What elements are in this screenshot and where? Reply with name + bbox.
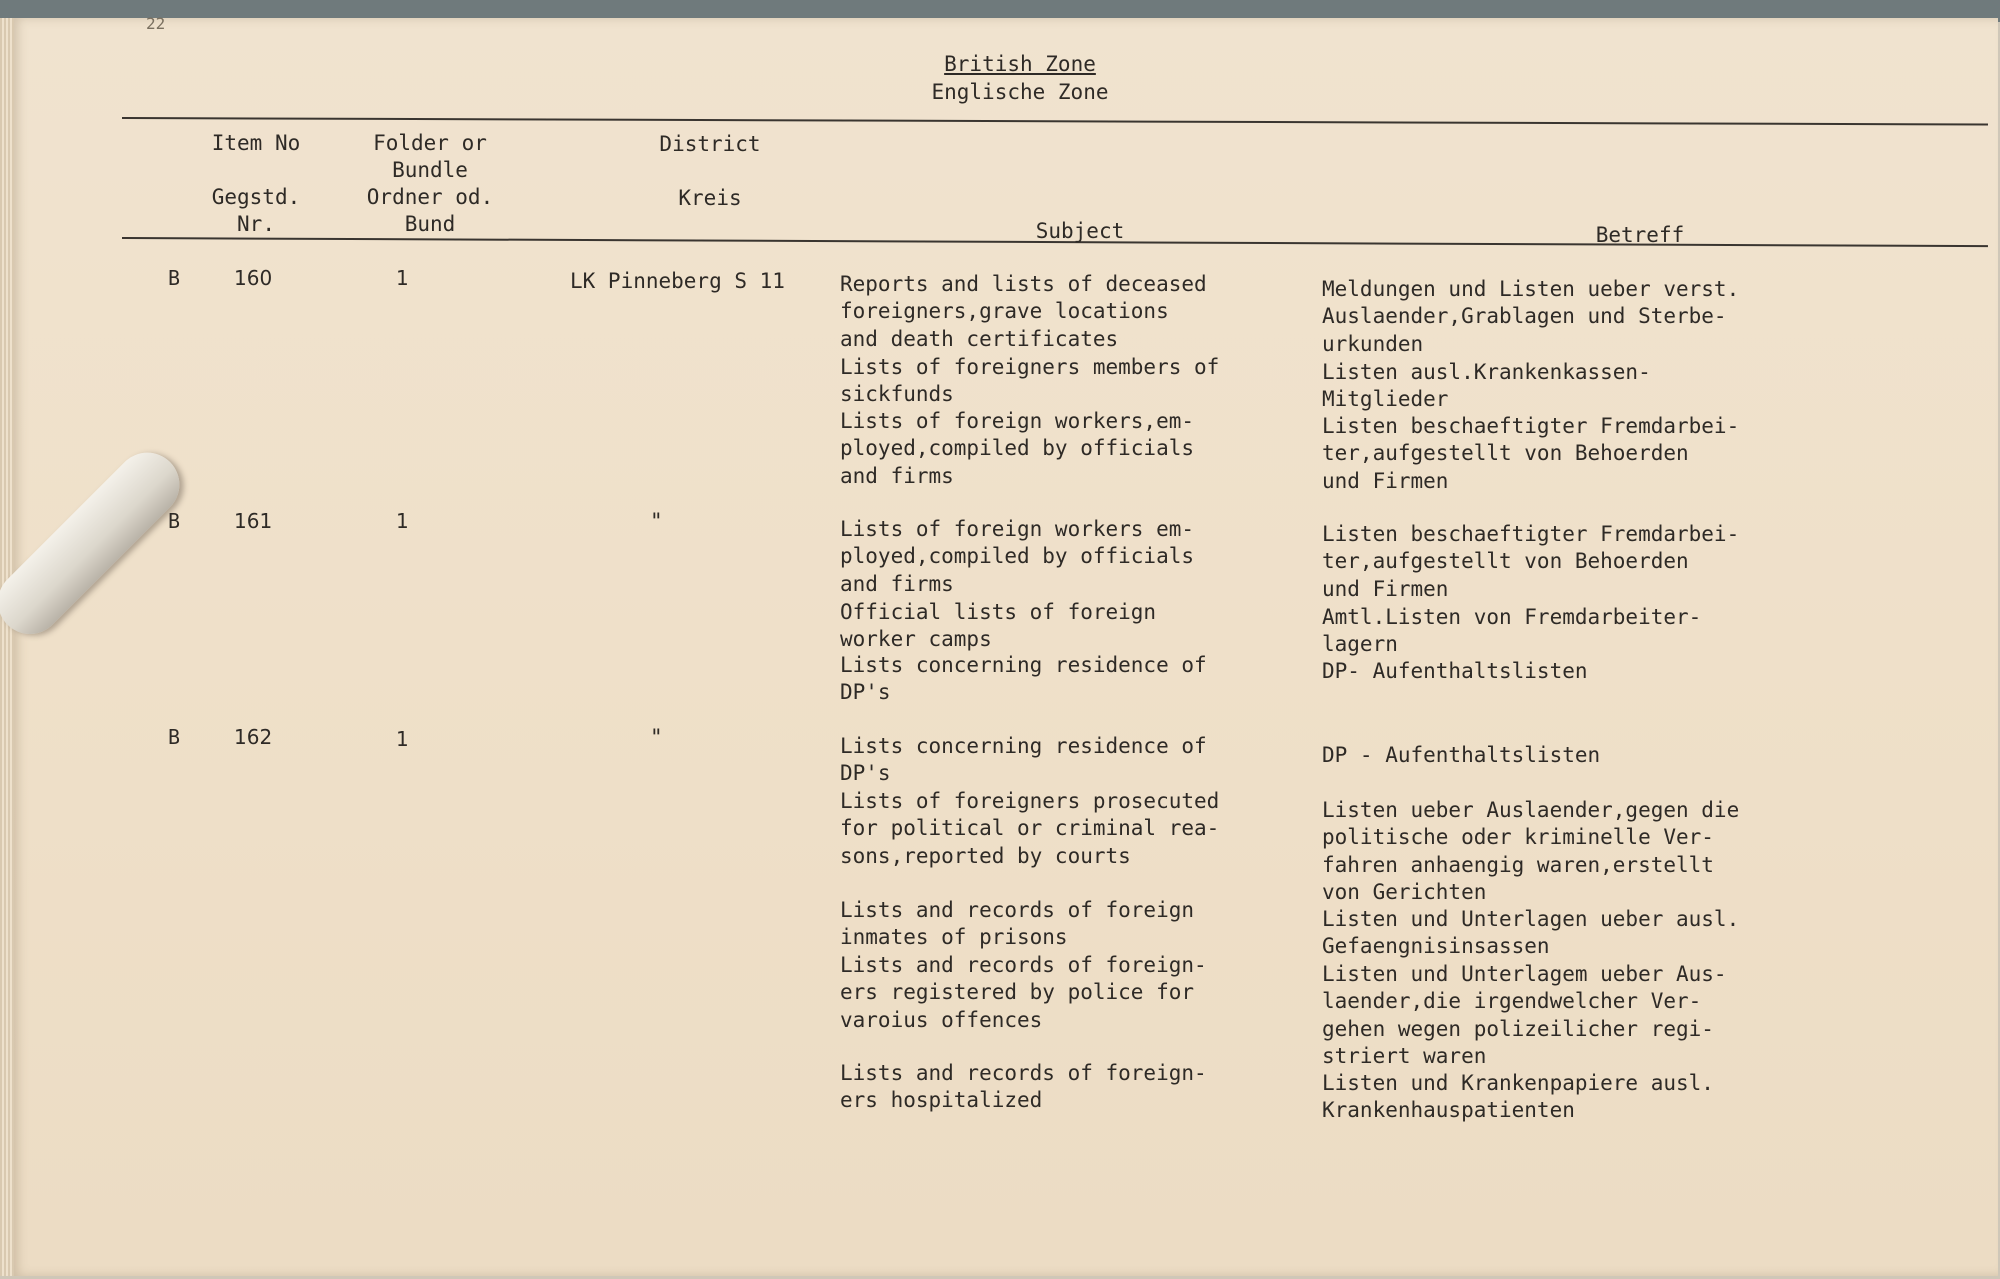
row-162-subject-1: Lists concerning residence of DP's	[840, 734, 1207, 786]
row-160-subject-3: Lists of foreign workers,em- ployed,compiled by officials and firms	[840, 409, 1195, 488]
row-160-betreff-2: Listen ausl.Krankenkassen- Mitglieder	[1322, 360, 1651, 412]
row-161-item-no: 161	[234, 509, 273, 533]
row-160-folder: 1	[396, 266, 409, 290]
row-161-subject-2: Official lists of foreign worker camps	[840, 600, 1157, 652]
row-160-item-no: 160	[234, 266, 273, 290]
row-160-letter: B	[168, 266, 181, 290]
row-161-subject-3: Lists concerning residence of DP's	[840, 653, 1207, 705]
row-160-subject-1: Reports and lists of deceased foreigners,grave locations and death certificates	[840, 272, 1207, 351]
column-header-subject: Subject	[1035, 219, 1125, 243]
row-162-letter: B	[168, 725, 181, 749]
row-162-subject-5: Lists and records of foreign- ers hospitalized	[840, 1061, 1207, 1113]
row-162-subject-4: Lists and records of foreign- ers registered by police for varoius offences	[840, 953, 1207, 1032]
row-162-subject-3: Lists and records of foreign inmates of prisons	[840, 898, 1195, 950]
row-162-subject-2: Lists of foreigners prosecuted for political or criminal rea- sons,reported by courts	[840, 789, 1220, 868]
row-162-item-no: 162	[234, 725, 273, 749]
column-header-item-no: Item No Gegstd. Nr.	[211, 131, 301, 236]
row-161-letter: B	[168, 509, 181, 533]
column-header-district: District Kreis	[659, 132, 761, 210]
row-162-betreff-2: Listen ueber Auslaender,gegen die politische oder kriminelle Ver- fahren anhaengig waren,erstellt von Gerichten	[1322, 798, 1740, 904]
row-162-betreff-4: Listen und Unterlagem ueber Aus- laender,die irgendwelcher Ver- gehen wegen polizeilicher regi- striert waren	[1322, 962, 1727, 1068]
row-160-subject-2: Lists of foreigners members of sickfunds	[840, 355, 1220, 407]
page-subtitle: Englische Zone	[931, 80, 1109, 104]
row-161-folder: 1	[396, 509, 409, 533]
page-number: 22	[146, 14, 166, 33]
column-header-folder: Folder or Bundle Ordner od. Bund	[366, 131, 494, 236]
row-161-betreff-1: Listen beschaeftigter Fremdarbei- ter,aufgestellt von Behoerden und Firmen	[1322, 522, 1740, 601]
row-162-betreff-5: Listen und Krankenpapiere ausl. Krankenhauspatienten	[1322, 1071, 1714, 1123]
row-160-betreff-1: Meldungen und Listen ueber verst. Auslaender,Grablagen und Sterbe- urkunden	[1322, 277, 1740, 356]
row-162-betreff-1: DP - Aufenthaltslisten	[1322, 743, 1601, 767]
row-162-betreff-3: Listen und Unterlagen ueber ausl. Gefaengnisinsassen	[1322, 907, 1740, 959]
row-161-betreff-2: Amtl.Listen von Fremdarbeiter- lagern	[1322, 605, 1702, 657]
row-162-district: "	[650, 725, 663, 749]
row-161-subject-1: Lists of foreign workers em- ployed,compiled by officials and firms	[840, 517, 1195, 596]
page-title: British Zone	[944, 52, 1096, 76]
page-binding-edge	[0, 18, 14, 1276]
row-162-folder: 1	[396, 727, 409, 751]
row-161-betreff-3: DP- Aufenthaltslisten	[1322, 659, 1588, 683]
column-header-betreff: Betreff	[1595, 223, 1685, 247]
row-160-betreff-3: Listen beschaeftigter Fremdarbei- ter,aufgestellt von Behoerden und Firmen	[1322, 414, 1740, 493]
row-160-district: LK Pinneberg S 11	[570, 269, 785, 293]
row-161-district: "	[650, 509, 663, 533]
